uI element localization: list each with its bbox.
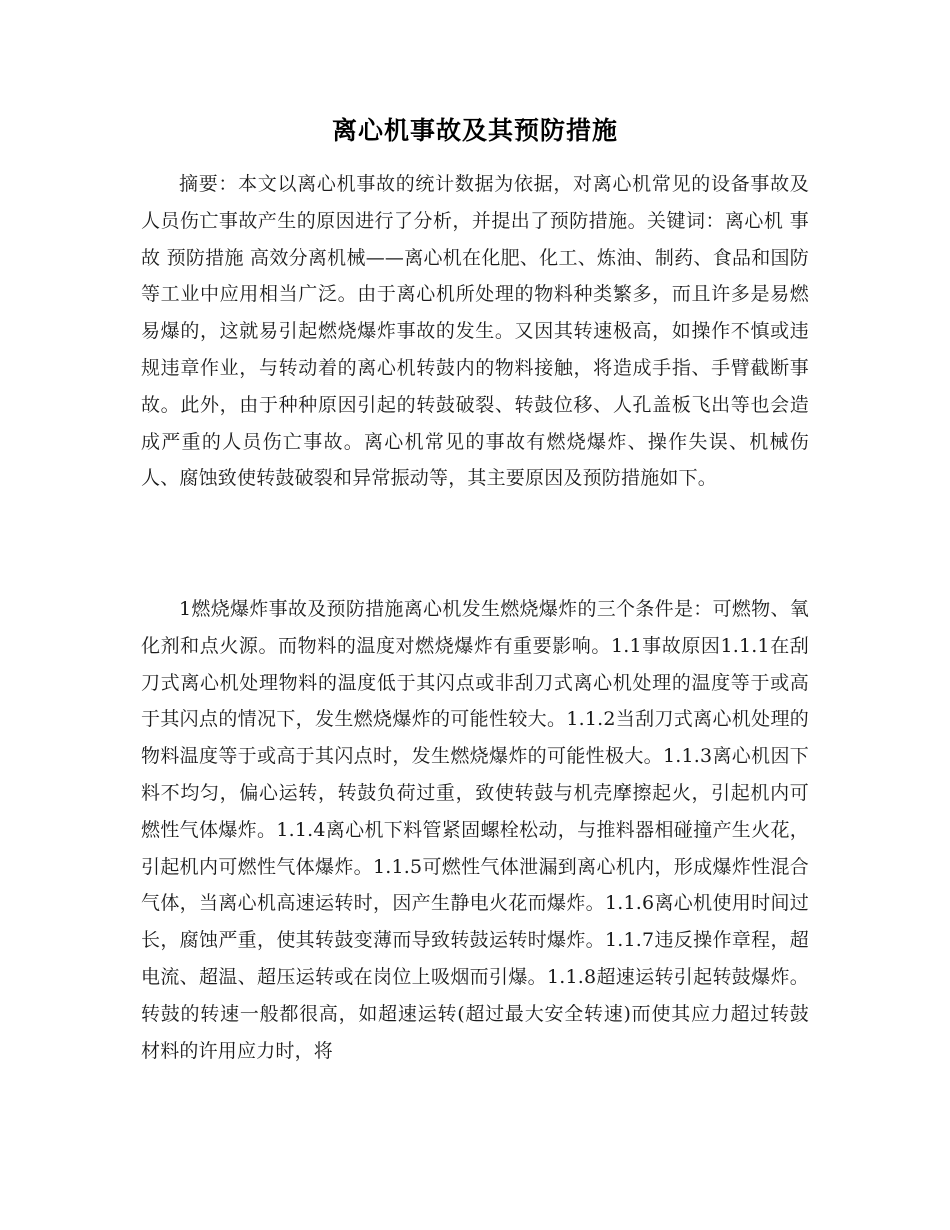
document-title: 离心机事故及其预防措施	[331, 116, 618, 145]
body-paragraph: 1燃烧爆炸事故及预防措施离心机发生燃烧爆炸的三个条件是：可燃物、氧化剂和点火源。而物料的温度对燃烧爆炸有重要影响。1.1事故原因1.1.1在刮刀式离心机处理物料的温度低于其闪点或非刮刀式离心机处理的温度等于或高于其闪点的情况下，发生燃烧爆炸的可能性较大。1.1.2当刮刀式离心机处理的物料温度等于或高于其闪点时，发生燃烧爆炸的可能性极大。1.1.3离心机因下料不均匀，偏心运转，转鼓负荷过重，致使转鼓与机壳摩擦起火，引起机内可燃性气体爆炸。1.1.4离心机下料管紧固螺栓松动，与推料器相碰撞产生火花，引起机内可燃性气体爆炸。1.1.5可燃性气体泄漏到离心机内，形成爆炸性混合气体，当离心机高速运转时，因产生静电火花而爆炸。1.1.6离心机使用时间过长，腐蚀严重，使其转鼓变薄而导致转鼓运转时爆炸。1.1.7违反操作章程，超电流、超温、超压运转或在岗位上吸烟而引爆。1.1.8超速运转引起转鼓爆炸。转鼓的转速一般都很高，如超速运转(超过最大安全转速)而使其应力超过转鼓材料的许用应力时，将	[141, 598, 809, 1062]
abstract-paragraph: 摘要：本文以离心机事故的统计数据为依据，对离心机常见的设备事故及人员伤亡事故产生的原因进行了分析，并提出了预防措施。关键词：离心机 事故 预防措施 高效分离机械——离心机在化肥、化工、炼油、制药、食品和国防等工业中应用相当广泛。由于离心机所处理的物料种类繁多，而且许多是易燃易爆的，这就易引起燃烧爆炸事故的发生。又因其转速极高，如操作不慎或违规违章作业，与转动着的离心机转鼓内的物料接触，将造成手指、手臂截断事故。此外，由于种种原因引起的转鼓破裂、转鼓位移、人孔盖板飞出等也会造成严重的人员伤亡事故。离心机常见的事故有燃烧爆炸、操作失误、机械伤人、腐蚀致使转鼓破裂和异常振动等，其主要原因及预防措施如下。	[141, 173, 809, 490]
